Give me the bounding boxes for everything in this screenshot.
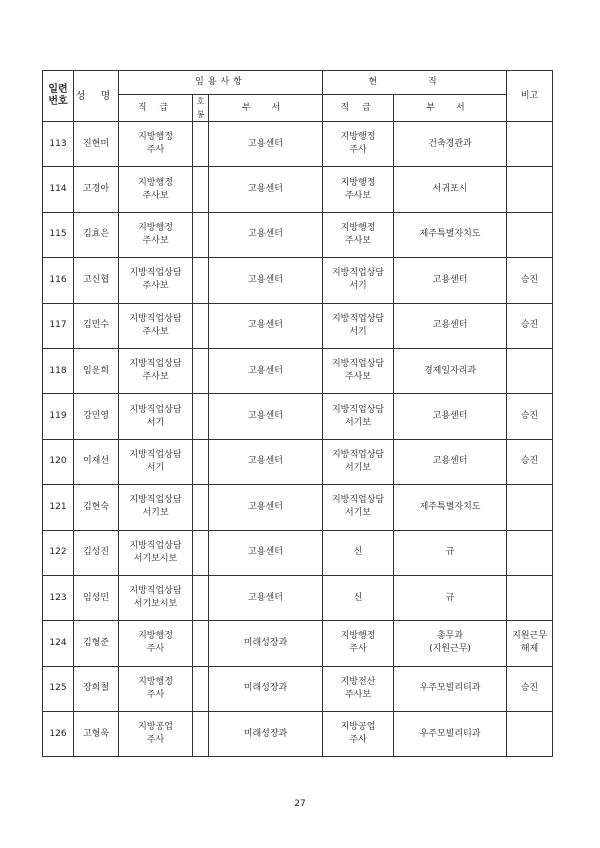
serial-number: 118	[43, 348, 74, 393]
person-name: 김민수	[74, 303, 119, 348]
serial-number: 123	[43, 575, 74, 620]
appointed-rank: 지방직업상담 서기보시보	[119, 575, 193, 620]
current-department: 총무과 (지원근무)	[394, 621, 507, 666]
serial-number: 117	[43, 303, 74, 348]
note	[507, 348, 553, 393]
person-name: 임성민	[74, 575, 119, 620]
current-rank: 지방직업상담 서기	[323, 303, 394, 348]
appointed-department: 고용센터	[209, 167, 323, 212]
pay-step	[193, 258, 209, 303]
appointed-department: 고용센터	[209, 485, 323, 530]
appointed-department: 고용센터	[209, 439, 323, 484]
pay-step	[193, 621, 209, 666]
pay-step	[193, 575, 209, 620]
header-appointment: 임용사항	[119, 71, 323, 95]
appointed-rank: 지방공업 주사	[119, 712, 193, 757]
table-row	[43, 394, 553, 439]
appointed-rank: 지방행정 주사	[119, 122, 193, 167]
note	[507, 575, 553, 620]
header-row-main	[43, 71, 553, 95]
header-name: 성 명	[74, 71, 119, 122]
appointed-rank: 지방직업상담 서기보	[119, 485, 193, 530]
table-row	[43, 348, 553, 393]
current-rank: 지방행정 주사보	[323, 212, 394, 257]
appointed-department: 미래성장과	[209, 666, 323, 711]
person-name: 고형욱	[74, 712, 119, 757]
pay-step	[193, 666, 209, 711]
current-department: 서귀포시	[394, 167, 507, 212]
note: 승진	[507, 303, 553, 348]
table-header	[43, 71, 553, 122]
table-row	[43, 485, 553, 530]
person-name: 진현미	[74, 122, 119, 167]
note	[507, 485, 553, 530]
appointed-department: 고용센터	[209, 303, 323, 348]
current-rank: 지방행정 주사	[323, 122, 394, 167]
current-department: 경제일자리과	[394, 348, 507, 393]
serial-number: 121	[43, 485, 74, 530]
appointed-rank: 지방행정 주사	[119, 666, 193, 711]
pay-step	[193, 303, 209, 348]
header-current-rank: 직 급	[323, 95, 394, 122]
person-name: 고경아	[74, 167, 119, 212]
header-current-department: 부 서	[394, 95, 507, 122]
current-department: 우주모빌리티과	[394, 666, 507, 711]
pay-step	[193, 712, 209, 757]
note	[507, 212, 553, 257]
current-department: 규	[394, 530, 507, 575]
header-rank: 직 급	[119, 95, 193, 122]
current-department: 규	[394, 575, 507, 620]
table-row	[43, 530, 553, 575]
table-row	[43, 122, 553, 167]
header-current-position: 현 직	[323, 71, 507, 95]
serial-number: 124	[43, 621, 74, 666]
header-note: 비고	[507, 71, 553, 122]
table-row	[43, 666, 553, 711]
table-body	[43, 122, 553, 757]
serial-number: 119	[43, 394, 74, 439]
appointed-department: 고용센터	[209, 348, 323, 393]
current-rank: 지방행정 주사보	[323, 167, 394, 212]
appointed-rank: 지방직업상담 주사보	[119, 303, 193, 348]
table-row	[43, 212, 553, 257]
pay-step	[193, 167, 209, 212]
note	[507, 122, 553, 167]
table-row	[43, 258, 553, 303]
person-name: 임운희	[74, 348, 119, 393]
pay-step	[193, 439, 209, 484]
person-name: 김성진	[74, 530, 119, 575]
note: 지원근무 해제	[507, 621, 553, 666]
serial-number: 125	[43, 666, 74, 711]
serial-number: 115	[43, 212, 74, 257]
appointed-department: 고용센터	[209, 394, 323, 439]
current-rank: 지방직업상담 서기보	[323, 394, 394, 439]
serial-number: 113	[43, 122, 74, 167]
header-department: 부 서	[209, 95, 323, 122]
appointed-rank: 지방직업상담 주사보	[119, 348, 193, 393]
appointed-rank: 지방직업상담 주사보	[119, 258, 193, 303]
serial-number: 114	[43, 167, 74, 212]
appointed-rank: 지방행정 주사보	[119, 212, 193, 257]
pay-step	[193, 348, 209, 393]
serial-number: 120	[43, 439, 74, 484]
appointed-department: 고용센터	[209, 575, 323, 620]
note: 승진	[507, 439, 553, 484]
person-name: 김효은	[74, 212, 119, 257]
current-department: 제주특별자치도	[394, 212, 507, 257]
person-name: 고신협	[74, 258, 119, 303]
serial-number: 116	[43, 258, 74, 303]
current-department: 고용센터	[394, 258, 507, 303]
person-name: 이재선	[74, 439, 119, 484]
current-rank: 지방직업상담 서기	[323, 258, 394, 303]
appointed-rank: 지방직업상담 서기	[119, 439, 193, 484]
note: 승진	[507, 666, 553, 711]
serial-number: 122	[43, 530, 74, 575]
pay-step	[193, 485, 209, 530]
appointed-department: 미래성장과	[209, 621, 323, 666]
person-name: 강민영	[74, 394, 119, 439]
appointed-rank: 지방직업상담 서기보시보	[119, 530, 193, 575]
appointed-rank: 지방직업상담 서기	[119, 394, 193, 439]
header-row-sub	[43, 95, 553, 122]
person-name: 장희철	[74, 666, 119, 711]
current-department: 고용센터	[394, 394, 507, 439]
current-rank: 신	[323, 530, 394, 575]
appointed-department: 미래성장과	[209, 712, 323, 757]
current-rank: 지방전산 주사보	[323, 666, 394, 711]
person-name: 김현숙	[74, 485, 119, 530]
pay-step	[193, 394, 209, 439]
appointed-department: 고용센터	[209, 212, 323, 257]
table-row	[43, 712, 553, 757]
serial-number: 126	[43, 712, 74, 757]
current-rank: 지방직업상담 서기보	[323, 439, 394, 484]
current-department: 고용센터	[394, 439, 507, 484]
current-rank: 지방행정 주사	[323, 621, 394, 666]
pay-step	[193, 122, 209, 167]
page-number: 27	[294, 799, 306, 809]
current-department: 고용센터	[394, 303, 507, 348]
note	[507, 712, 553, 757]
note: 승진	[507, 394, 553, 439]
table-row	[43, 167, 553, 212]
appointed-department: 고용센터	[209, 530, 323, 575]
current-department: 건축경관과	[394, 122, 507, 167]
table-row	[43, 621, 553, 666]
appointed-department: 고용센터	[209, 258, 323, 303]
table-row	[43, 575, 553, 620]
table-row	[43, 303, 553, 348]
appointment-table	[42, 70, 553, 757]
pay-step	[193, 530, 209, 575]
note	[507, 167, 553, 212]
table-row	[43, 439, 553, 484]
current-rank: 신	[323, 575, 394, 620]
appointed-rank: 지방행정 주사	[119, 621, 193, 666]
appointed-rank: 지방행정 주사보	[119, 167, 193, 212]
current-rank: 지방직업상담 주사보	[323, 348, 394, 393]
note: 승진	[507, 258, 553, 303]
current-department: 제주특별자치도	[394, 485, 507, 530]
current-rank: 지방직업상담 서기보	[323, 485, 394, 530]
appointed-department: 고용센터	[209, 122, 323, 167]
header-serial-number: 일련 번호	[43, 71, 74, 122]
person-name: 김형준	[74, 621, 119, 666]
pay-step	[193, 212, 209, 257]
note	[507, 530, 553, 575]
current-rank: 지방공업 주사	[323, 712, 394, 757]
current-department: 우주모빌리티과	[394, 712, 507, 757]
header-step: 호봉	[193, 95, 209, 122]
